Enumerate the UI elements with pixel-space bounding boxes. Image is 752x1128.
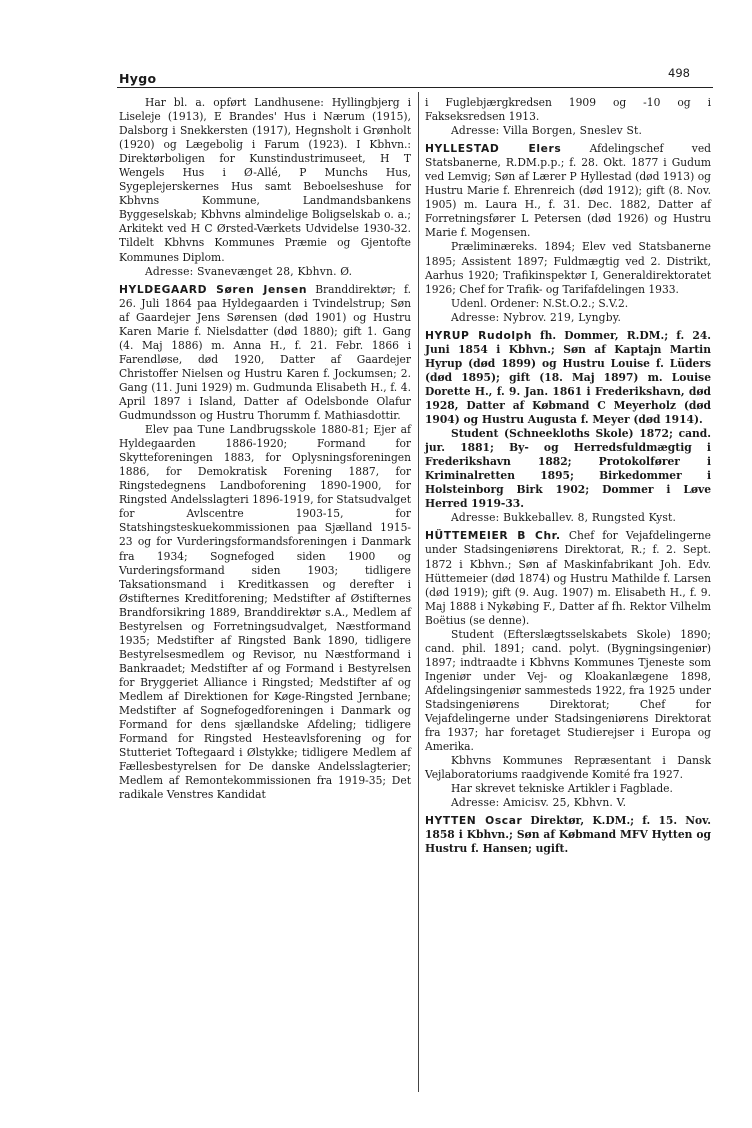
column-divider <box>418 92 419 1092</box>
entry-orders: Udenl. Ordener: N.St.O.2.; S.V.2. <box>451 296 629 310</box>
entry-name: HYTTEN Oscar <box>425 814 523 828</box>
entry-career: Elev paa Tune Landbrugsskole 1880-81; Ejer af Hyldegaarden 1886-1920; Formand for Skytteforeningen 1883, for Oplysningsforeningen 1886, for Demokratisk Forening 1887, for Ringstedegnens Landboforening 1890-1900, for Ringsted Andelsslagteri 1896-1919, for Statsudvalget for Avlscentre 1903-15, for Statshingsteskuekommissionen paa Sjælland 1915-23 og for Vurderingsformandsforeningen i Danmark fra 1934; Sognefoged siden 1900 og Vurderingsformand siden 1903; tidligere Taksationsmand i Kreditkassen og derefter i Østifternes Kreditforening; Medstifter af Østifternes Brandforsikring 1889, Branddirektør s.A., Medlem af Bestyrelsen og Forretningsudvalget, Næstformand 1935; Medstifter af Ringsted Bank 1890, tidligere Bestyrelsesmedlem og Revisor, nu Næstformand i Bankraadet; Medstifter af og Formand i Bestyrelsen for Bryggeriet Alliance i Ringsted; Medstifter af og Medlem af Direktionen for Køge-Ringsted Jernbane; Medstifter af Sognefogedforeningen i Danmark og Formand for dens sjællandske Afdeling; tidligere Formand for Ringsted Hesteavlsforening og for Stutteriet Toftegaard i Ølstykke; tidligere Medlem af Fællesbestyrelsen for De danske Andelsslagterier; Medlem af Remontekommissionen fra 1919-35; Det radikale Venstres Kandidat <box>119 423 411 802</box>
entry-hytten <box>425 814 711 856</box>
entry-bio: Direktør, K.DM.; f. 15. Nov. 1858 i Kbhvn.; Søn af Købmand MFV Hytten og Hustru f. Hansen; ugift. <box>425 814 711 856</box>
entry-name: HYRUP Rudolph <box>425 328 533 342</box>
entry-bio: Branddirektør; f. 26. Juli 1864 paa Hyldegaarden i Tvindelstrup; Søn af Gaardejer Jens Sørensen (død 1901) og Hustru Karen Marie f. Nielsdatter (død 1880); gift 1. Gang (4. Maj 1886) m. Anna H., f. 21. Febr. 1866 i Farendløse, død 1920, Datter af Gaardejer Christoffer Nielsen og Hustru Karen f. Jockumsen; 2. Gang (11. Juni 1929) m. Gudmunda Elisabeth H., f. 4. April 1897 i Island, Datter af Odelsbonde Olafur Gudmundsson og Hustru Thorumm f. Mathiasdottir. <box>119 282 411 423</box>
running-head: Hygo <box>119 71 157 86</box>
intro-address: Adresse: Svanevænget 28, Kbhvn. Ø. <box>145 264 353 278</box>
entry-bio: Chef for Vejafdelingerne under Stadsingeniørens Direktorat, R.; f. 2. Sept. 1872 i Kbhvn.; Søn af Maskinfabrikant Joh. Edv. Hüttemeier (død 1874) og Hustru Mathilde f. Larsen (død 1919); gift (9. Aug. 1907) m. Elisabeth H., f. 9. Maj 1888 i Nykøbing F., Datter af fh. Rektor Vilhelm Boëtius (se denne). <box>425 529 711 627</box>
entry-address: Adresse: Nybrov. 219, Lyngby. <box>451 310 622 324</box>
entry-address: Adresse: Amicisv. 25, Kbhvn. V. <box>451 796 627 810</box>
page-number: 498 <box>668 66 690 80</box>
entry-career: Student (Schneekloths Skole) 1872; cand. jur. 1881; By- og Herredsfuldmægtig i Frederikshavn 1882; Protokolfører i Kriminalretten 1895; Birkedommer i Holsteinborg Birk 1902; Dommer i Løve Herred 1919-33. <box>425 427 711 511</box>
entry-name: HYLLESTAD Elers <box>425 142 562 156</box>
entry-hyldegaard <box>119 283 411 423</box>
entry-name: HÜTTEMEIER B Chr. <box>425 529 561 543</box>
left-column <box>119 96 411 802</box>
entry-articles: Har skrevet tekniske Artikler i Fagblade. <box>451 782 673 796</box>
continuation-text: i Fuglebjærgkredsen 1909 og -10 og i Fakseksredsen 1913. <box>425 96 711 124</box>
entry-name: HYLDEGAARD Søren Jensen <box>119 282 308 296</box>
entry-hyrup <box>425 329 711 427</box>
entry-address: Adresse: Bukkeballev. 8, Rungsted Kyst. <box>451 511 677 525</box>
right-column <box>425 96 711 856</box>
entry-huttemeier <box>425 529 711 627</box>
entry-hyllestad <box>425 142 711 240</box>
entry-career: Student (Efterslægtsselskabets Skole) 1890; cand. phil. 1891; cand. polyt. (Bygningsingeniør) 1897; indtraadte i Kbhvns Kommunes Tjeneste som Ingeniør under Vej- og Kloakanlægene 1898, Afdelingsingeniør sammesteds 1922, fra 1925 under Stadsingeniørens Direktorat; Chef for Vejafdelingerne under Stadsingeniørens Direktorat fra 1937; har foretaget Studierejser i Europa og Amerika. <box>425 627 711 754</box>
header-rule <box>117 87 713 88</box>
entry-bio: Afdelingschef ved Statsbanerne, R.DM.p.p.; f. 28. Okt. 1877 i Gudum ved Lemvig; Søn af Lærer P Hyllestad (død 1913) og Hustru Marie f. Ehrenreich (død 1912); gift (8. Nov. 1905) m. Laura H., f. 31. Dec. 1882, Datter af Forretningsfører L Petersen (død 1926) og Hustru Marie f. Mogensen. <box>425 142 711 240</box>
continuation-address: Adresse: Villa Borgen, Sneslev St. <box>451 124 643 138</box>
intro-paragraph: Har bl. a. opført Landhusene: Hyllingbjerg i Liseleje (1913), E Brandes' Hus i Nærum (1915), Dalsborg i Snekkersten (1917), Hegnsholt i Grønholt (1920) og Lægebolig i Farum (1923). I Kbhvn.: Direktørboligen for Kunstindustrimuseet, H T Wengels Hus i Ø-Allé, P Munchs Hus, Sygeplejerskernes Hus samt Beboelseshuse for Kbhvns Kommune, Landmandsbankens Byggeselskab; Kbhvns almindelige Boligselskab o. a.; Arkitekt ved H C Ørsted-Værkets Udvidelse 1930-32. Tildelt Kbhvns Kommunes Præmie og Gjentofte Kommunes Diplom. <box>119 96 411 264</box>
entry-representative: Kbhvns Kommunes Repræsentant i Dansk Vejlaboratoriums raadgivende Komité fra 1927. <box>425 754 711 782</box>
entry-bio: fh. Dommer, R.DM.; f. 24. Juni 1854 i Kbhvn.; Søn af Kaptajn Martin Hyrup (død 1899) og Hustru Louise f. Lüders (død 1895); gift (18. Maj 1897) m. Louise Dorette H., f. 9. Jan. 1861 i Frederikshavn, død 1928, Datter af Købmand C Meyerholz (død 1904) og Hustru Augusta f. Meyer (død 1914). <box>425 328 711 427</box>
entry-career: Præliminæreks. 1894; Elev ved Statsbanerne 1895; Assistent 1897; Fuldmægtig ved 2. Distrikt, Aarhus 1920; Trafikinspektør I, Generaldirektoratet 1926; Chef for Trafik- og Tarifafdelingen 1933. <box>425 240 711 296</box>
